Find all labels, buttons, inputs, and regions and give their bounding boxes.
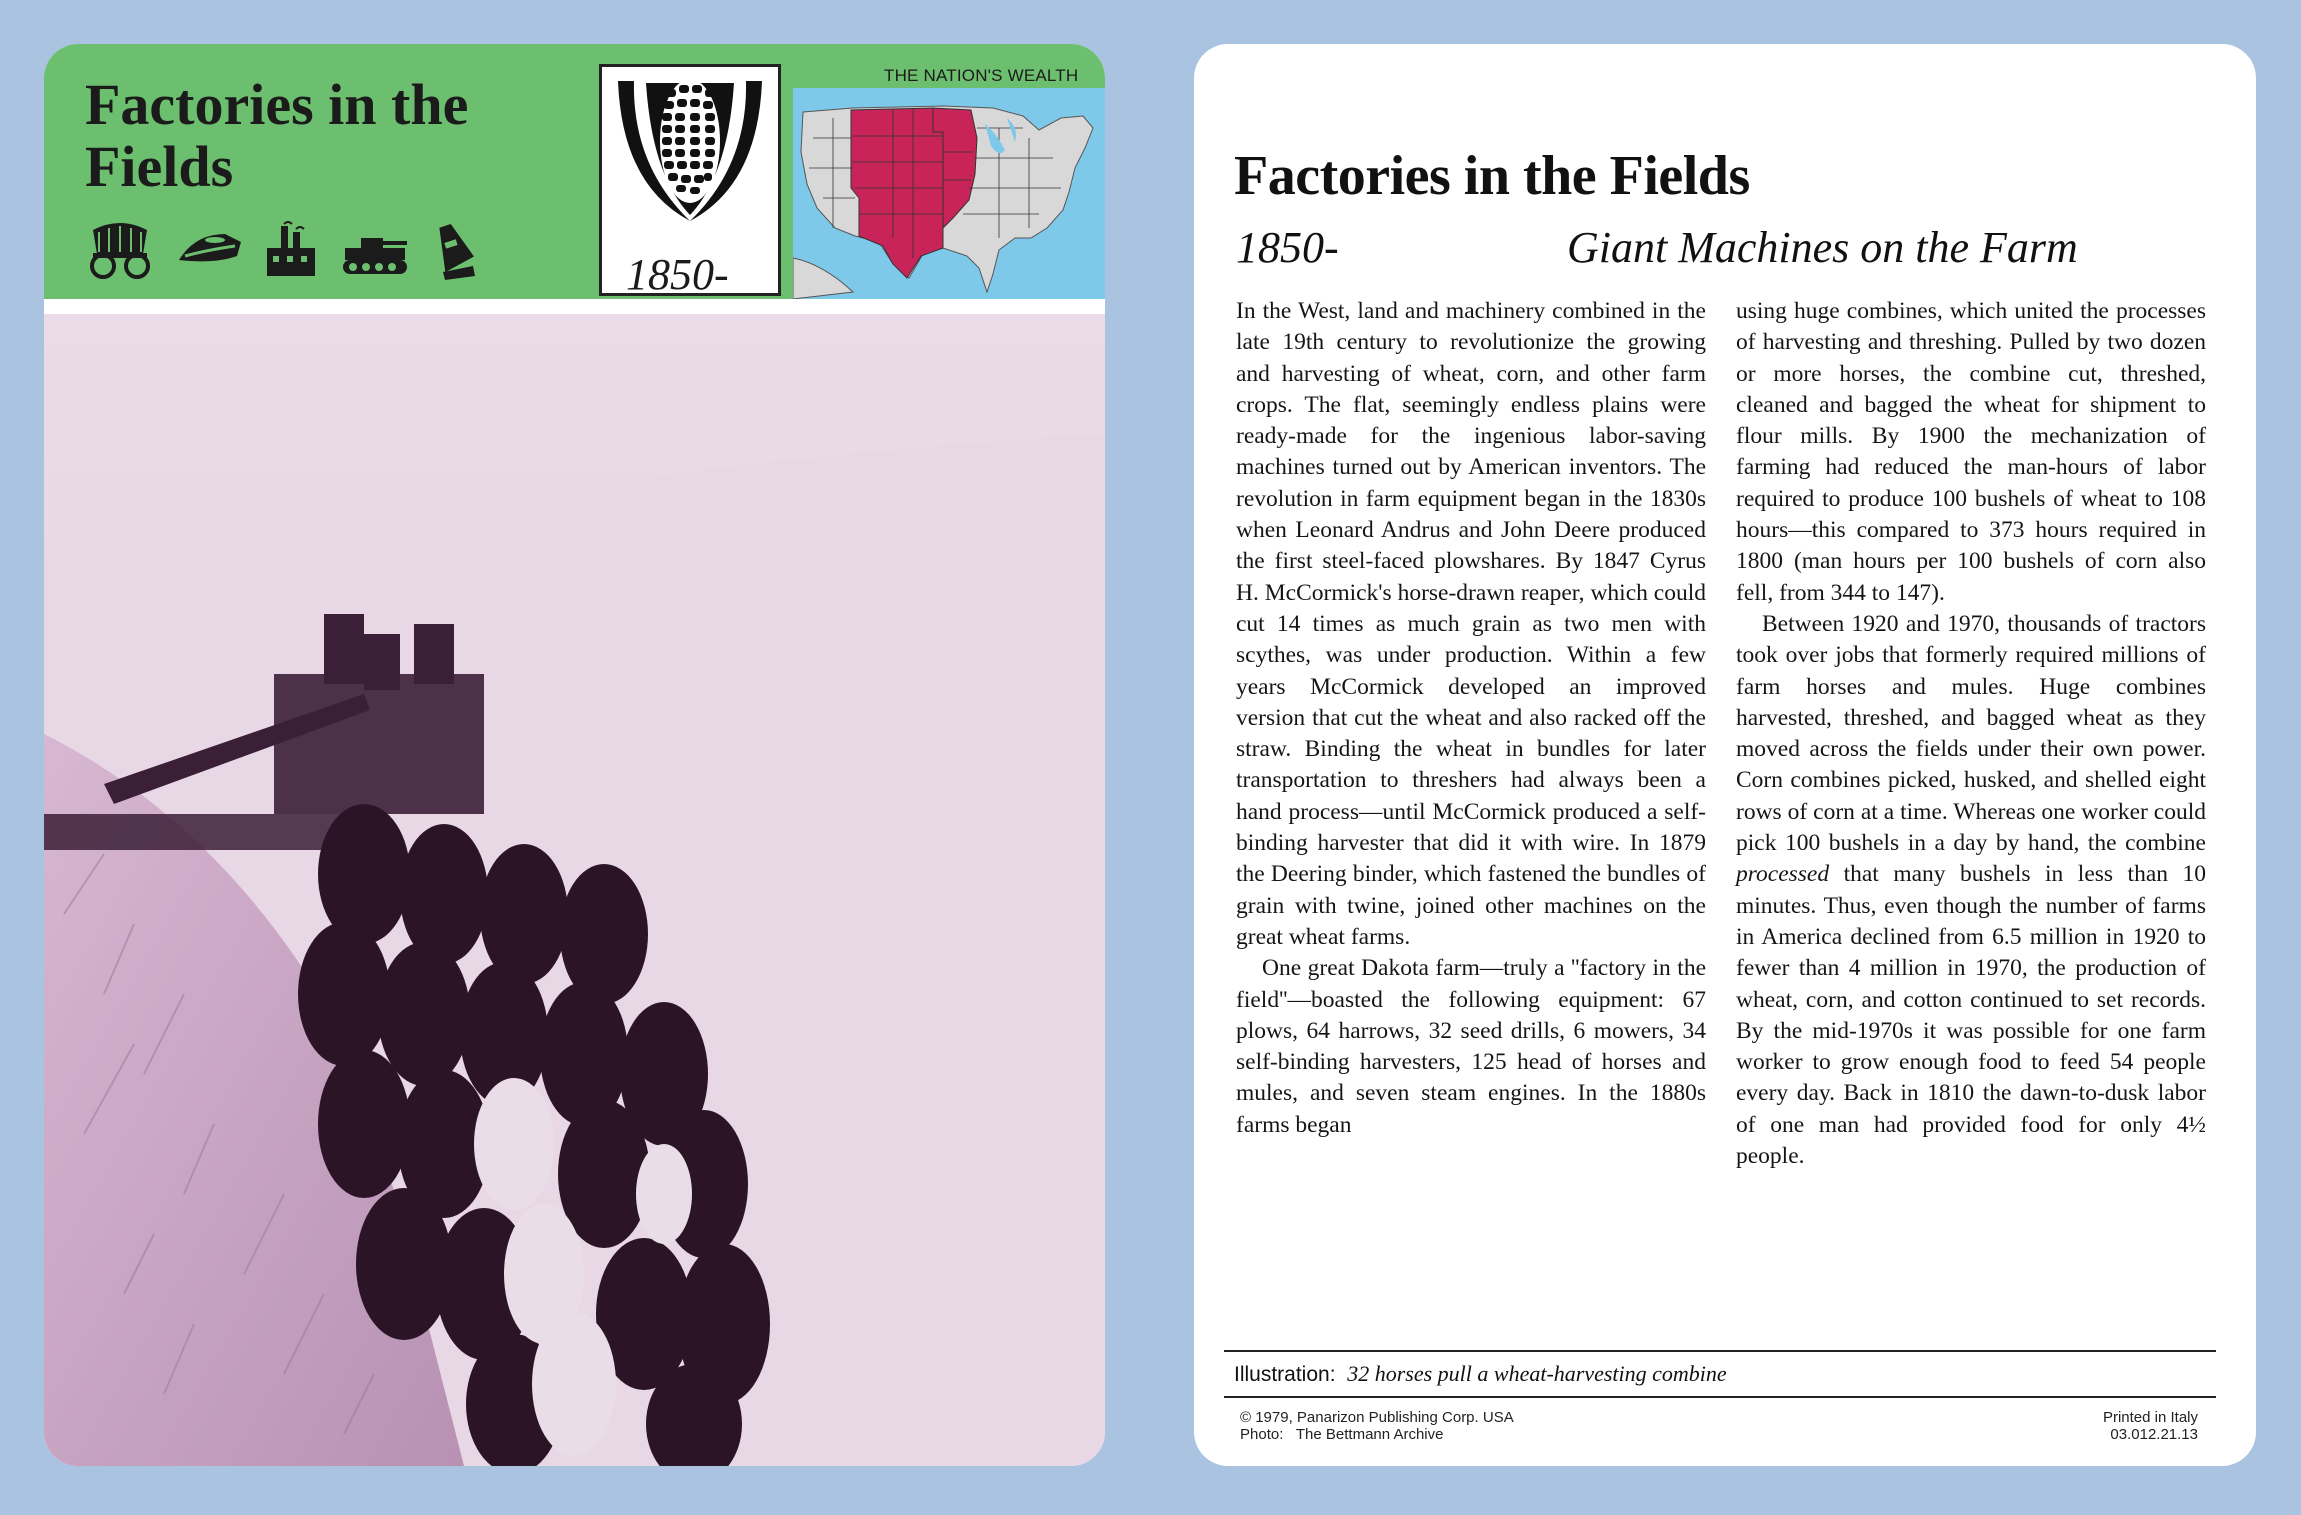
paragraph-2: One great Dakota farm—truly a ''factory in the field''—boasted the following equipment: 67 plows, 64 harrows, 32 seed drills, 6 mowers, 34 self-binding harvesters, 125 head of horses and mules, and seven steam engines. In the 1880s farms began bbox=[1236, 955, 1706, 1138]
paragraph-4-part-a: Between 1920 and 1970, thousands of tractors took over jobs that formerly required millions of farm horses and mules. Huge combines harvested, threshed, and bagged wheat as they moved across the fields under their own power. Corn combines picked, husked, and shelled eight rows of corn at a time. Whereas one worker could pick 100 bushels in a day by hand, the combine bbox=[1736, 610, 2206, 857]
footer-print-info bbox=[2103, 1409, 2198, 1443]
photo-credit: The Bettmann Archive bbox=[1295, 1426, 1444, 1443]
paragraph-3: using huge combines, which united the processes of harvesting and threshing. Pulled by two dozen or more horses, the combine cut, threshed, cleaned and bagged the wheat for shipment to flour mills. By 1900 the mechanization of farming had reduced the man-hours of labor required to produce 100 bushels of wheat to 108 hours—this compared to 373 hours required in 1800 (man hours per 100 bushels of corn also fell, from 344 to 147). bbox=[1736, 298, 2206, 606]
copyright-text: © 1979, Panarizon Publishing Corp. USA bbox=[1240, 1409, 1514, 1426]
back-subtitle: Giant Machines on the Farm bbox=[1567, 223, 2078, 272]
back-title: Factories in the Fields bbox=[1234, 145, 1750, 207]
factory-icon bbox=[263, 220, 319, 280]
series-label: THE NATION'S WEALTH bbox=[884, 66, 1079, 85]
space-capsule-icon bbox=[431, 220, 481, 280]
paragraph-4 bbox=[1736, 609, 2206, 1172]
tank-icon bbox=[339, 220, 411, 280]
paragraph-4-emphasis: processed bbox=[1736, 861, 1830, 888]
paragraph-1: In the West, land and machinery combined in the late 19th century to revolutionize the growing and harvesting of wheat, corn, and other farm crops. The flat, seemingly endless plains were ready-made for the ingenious labor-saving machines turned out by American inventors. The revolution in farm equipment began in the 1830s when Leonard Andrus and John Deere produced the first steel-faced plowshares. By 1847 Cyrus H. McCormick's horse-drawn reaper, which could cut 14 times as much grain as two men with scythes, was under production. Within a few years McCormick developed an improved version that cut the wheat and also racked off the straw. Binding the wheat in bundles for later transportation to threshers had always been a hand process—until McCormick produced a self-binding harvester that did it with wire. In 1879 the Deering binder, which fastened the bundles of grain with twine, joined other machines on the great wheat farms. bbox=[1236, 298, 1706, 950]
corn-icon bbox=[612, 75, 768, 225]
front-year: 1850- bbox=[626, 250, 729, 299]
text-column-1 bbox=[1236, 296, 1706, 1141]
covered-wagon-icon bbox=[85, 220, 155, 280]
front-title: Factories in the Fields bbox=[85, 72, 469, 199]
back-year: 1850- bbox=[1236, 223, 1339, 272]
locomotive-icon bbox=[175, 220, 245, 280]
divider-top bbox=[1224, 1350, 2216, 1352]
divider-bottom bbox=[1224, 1396, 2216, 1398]
printed-in: Printed in Italy bbox=[2102, 1409, 2198, 1426]
back-card bbox=[1194, 44, 2256, 1466]
paragraph-4-part-b: that many bushels in less than 10 minutes. Thus, even though the number of farms in America declined from 6.5 million in 1920 to fewer than 4 million in 1970, the production of wheat, corn, and cotton continued to set records. By the mid-1970s it was possible for one farm worker to grow enough food to feed 54 people every day. Back in 1810 the dawn-to-dusk labor of one man had provided food for only 4½ people. bbox=[1736, 861, 2206, 1170]
photo-label: Photo: bbox=[1240, 1426, 1284, 1443]
photo-credit-line bbox=[1240, 1426, 1514, 1443]
footer-credits bbox=[1240, 1409, 1514, 1443]
illustration-text: 32 horses pull a wheat-harvesting combine bbox=[1347, 1361, 1727, 1386]
illustration-caption bbox=[1234, 1361, 1727, 1387]
illustration-label: Illustration: bbox=[1234, 1363, 1336, 1386]
text-column-2 bbox=[1736, 296, 2206, 1172]
card-code: 03.012.21.13 bbox=[2110, 1426, 2198, 1443]
us-map bbox=[793, 88, 1105, 299]
harvest-photo bbox=[44, 314, 1105, 1466]
front-card bbox=[44, 44, 1105, 1466]
us-map-graphic bbox=[793, 88, 1105, 299]
horse-combine-illustration bbox=[44, 314, 1105, 1466]
